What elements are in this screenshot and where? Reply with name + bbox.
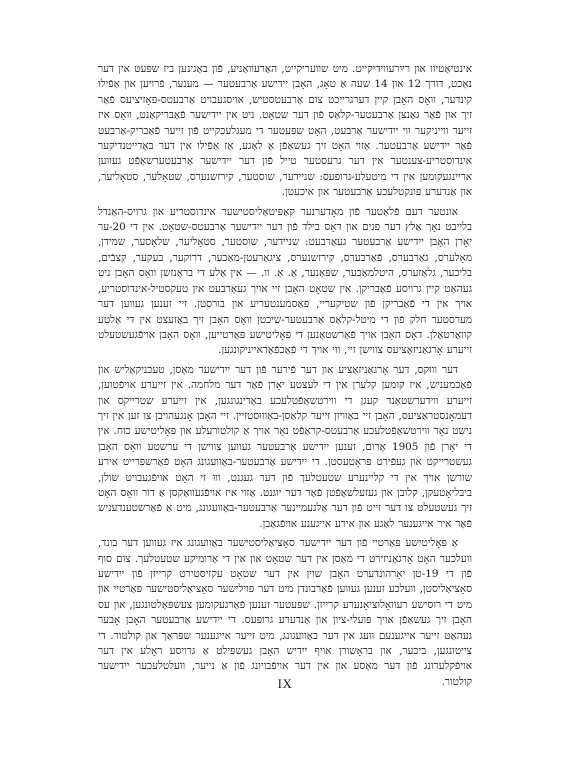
page-number: IX (277, 676, 293, 691)
paragraph-4: אַ פּאָליטישע פּאַרטיי פֿון דער ייִדישער סאָציאַליסטישער באַוועגונג איז געווען דער בונד, וועלכער האָט אָרגאַניזירט די מאַסן אין דער שטאָט און אין די אַרומיקע שטעטלעך. צום סוף פֿון די 19-טן יאָרהונדערט האָבן שוין אין דער שטאָט עקזיסטירט קרייזן פֿון ייִדישע סאָציאַליסטן, וועלכע זענען געווען פֿאַרבונדן מיט דער פּוילישער סאָציאַליסטישער פּאַרטיי און מיט די רוסישע רעוואָלוציאָנערע קרייזן. שפּעטער זענען פֿאַרגעקומען צעשפּאַלטונגען, און עס האָבן זיך געשאַפֿן אויך פּועלי-ציון און אַנדערע גרופּעס. די ייִדישע אַרבעטער האָבן אָבער געהאַט זייער אייגענעם וועג אין דער באַוועגונג, מיט זייער אייגענער שפּראַך און קולטור. די צייטונגען, ביכער, און בראָשורן אויף ייִדיש האָבן געשפּילט אַ גרויסע ראָלע אין דער אויפֿקלערונג פֿון דער מאַסע און אין דער אויפֿבויונג פֿון אַ נייער, וועלטלעכער ייִדישער קולטור. (98, 537, 472, 688)
paragraph-2: אונטער דעם פֿלאַטער פֿון מאָדערנער קאַפּיטאַליסטישער אינדוסטריע און גרויס-האַנדל בלייבט נאָך אַלץ דער פּנים און דאָס בילד פֿון דער ייִדישער אַרבעטס-שטאָט. אין די 20-ער יאָרן האָבן ייִדישע אַרבעטער געאַרבעט: שניידער, שוסטער, סטאָליער, שלאָסער, שמידן, מאָלערס, גאַרבערס, פֿאַרבערס, קירזשנערס, ציגאַרעטן-מאַכער, דרוקער, בעקער, קצבֿים, בליכער, גלאַזערס, היטלמאַכער, שפּאַנער, אַ. אַ. וו. — אין אַלע די בראַנזשן וואָס האָבן ניט געהאַט קיין גרויסע פֿאַבריקן. אין שטאָט האָבן זיי אויך געאַרבעט אין טעקסטיל-אינדוסטריע, אויך אין די פֿאַבריקן פֿון שטיקעריי, פּאַסמענטעריע און בורסטן. זיי זענען געווען דער מערסטער חלק פֿון די מיטל-קלאַס אַרבעטער-שיכטן וואָס האָבן זיך באַזעצט אין די אַלטע קוואַרטאַלן. דאָס האָבן אויך פֿאַרשטאַנען די פּאָליטישע פּאַרטייען, וואָס האָבן אויפֿגעשטעלט זייערע אָרגאַניזאַציעס צווישן זיי, ווי אויך די פֿאַכפֿאַראייניקונגען. (98, 205, 472, 357)
paragraph-1: אינטיאַטיוו און רײַרעווידיקייט. מיט שוועריקייט, האַרעוואַניע, פֿון באַגינען ביז שפּעט אין דער נאַכט, דורך 12 און 14 שעה אַ טאָג, האָבן יידישע אַרבעטער — מענער, פֿרויען און אַפֿילו קינדער, וואָס האָבן קיין דערגרייכט צום אַרבעטסטיש, אויסגעבויט אַרבעטס-פּאָזיציעס פֿאַר זיך און פֿאַר גאַנצן אַרבעטער-קלאַס פֿון דער שטאָט. ניט אין ייִדישער פֿאַבריקאַנט, וואָס איז זייער ווייניקער ווי ייִדישער אַרבעט, האָט שפּעטער די מעגלעכקייט פֿון זייער פֿאַבריק-אַרבעט פֿאַר ייִדישע אַרבעטער. אַזוי האָט זיך געשאַפֿן אַ לאַגע, אַז אַפֿילו אין דער באַדייטנדיקער אינדוסטריע-צענטער אין דער גרעסטער טייל פֿון דער ייִדישער אַרבעטערשאַפֿט געווען אריינגעקומען אין די מיטעלע-גרופּעס: שניידער, שוסטער, קירזשנערס, שטאָלער, סטאָליער, און אַנדערע פּונקטלעכע אַרבעטער און איכעטן. (98, 63, 472, 199)
paragraph-3: דער וווּקס, דער אָרגאַניזאַציע און דער פֿירער פֿון דער ייִדישער מאַסן, טעכניקאַליש און פֿאַכמעניש, איז קומען קלערן אין די לעצטע יאָרן פֿאַר דער מלחמה. אין זייערע אויפֿטוען, זייערע ווידערשטאַנד קעגן די ווירטשאַפֿטלעכע באַדינגונגען, אין זייערע שטרייקס און דעמאָנסטראַציעס, האָבן זיי באַוויזן זייער קלאַסן-באַוווּסטזיין. זיי האָבן אָנגעהויבן צו זען אין זיך נישט נאָר ווירטשאַפֿטלעכע אַרבעטס-קראַפֿט נאָר אויך אַ קולטורעלע און פּאָליטישע כוח. אין די יאָרן פֿון 1905 אַרום, זענען ייִדישע אַרבעטער געווען צווישן די ערשטע וואָס האָבן געשטרייקט און געפֿירט פּראָטעסטן. די ייִדישע אַרבעטער-באַוועגונג האָט פֿאַרשפּרייט אירע שורשן אויך אין די קליינערע שטעטלעך פֿון דער געגנט, וווּ זי האָט אויפֿגעבויט שולן, ביבליאָטעקן, קלובן און געזעלשאַפֿטן פֿאַר דער יוגנט. אַזוי איז אויפֿגעוואַקסן אַ דור וואָס האָט זיך געשטעלט צו דער זייט פֿון דער אַלגעמיינער אַרבעטער-באַוועגונג, מיט אַ פֿאַרשטענדעניש פֿאַר איר אייגענער לאַגע און אירע אייגענע אויפֿגאַבן. (98, 363, 473, 530)
body-text (98, 62, 472, 694)
